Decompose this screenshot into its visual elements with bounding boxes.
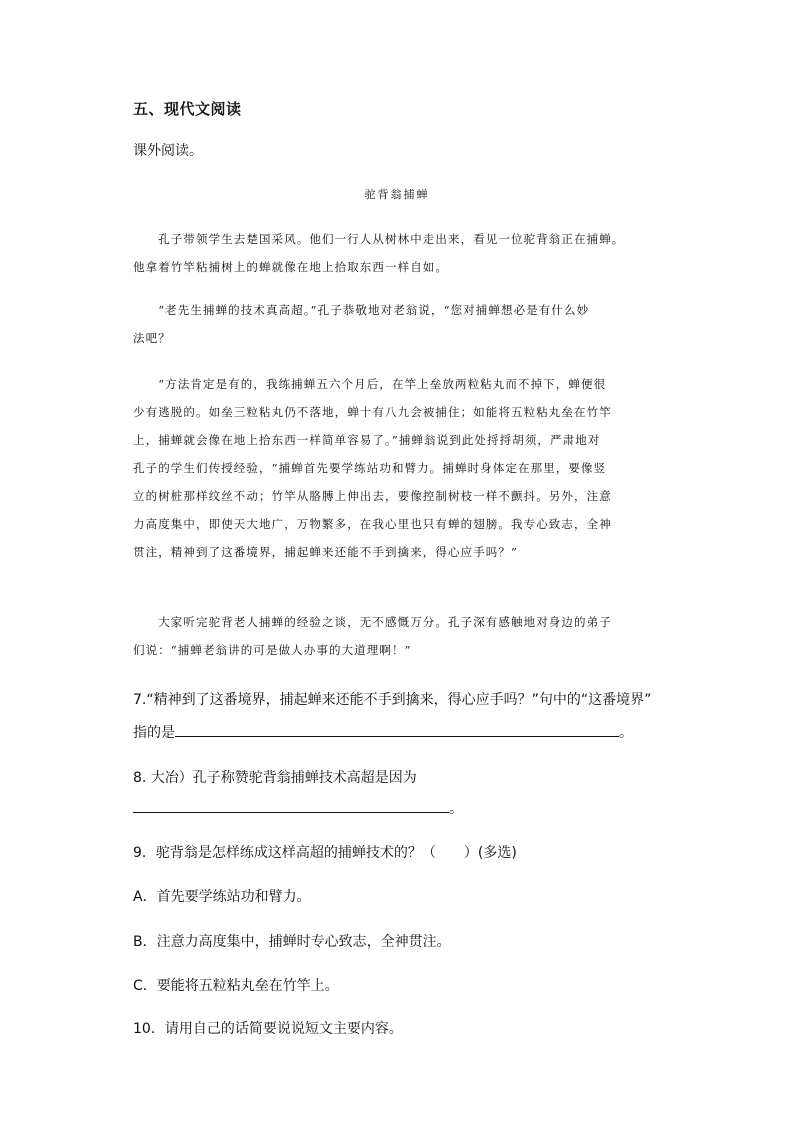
question-9-option-a[interactable]: A．首先要学练站功和臂力。 xyxy=(133,889,311,905)
story-paragraph-1 xyxy=(133,225,661,281)
paragraph-line: 他拿着竹竿粘捕树上的蝉就像在地上拾取东西一样自如。 xyxy=(133,260,448,274)
question-7: 7.“精神到了这番境界，捕起蝉来还能不手到擒来，得心应手吗？”句中的“这番境界” xyxy=(133,692,652,708)
reading-intro: 课外阅读。 xyxy=(133,143,203,159)
question-7-answer-line xyxy=(133,722,633,742)
paragraph-line: 上，捕蝉就会像在地上拾东西一样简单容易了。”捕蝉翁说到此处捋捋胡须，严肃地对 xyxy=(133,433,601,447)
question-10: 10．请用自己的话简要说说短文主要内容。 xyxy=(133,1021,403,1037)
question-9-option-c[interactable]: C．要能将五粒粘丸垒在竹竿上。 xyxy=(133,978,339,994)
paragraph-line: 孔子的学生们传授经验，“捕蝉首先要学练站功和臂力。捕蝉时身体定在那里，要像竖 xyxy=(133,461,607,475)
paragraph-line: 力高度集中，即使天大地广，万物繁多，在我心里也只有蝉的翅膀。我专心致志，全神 xyxy=(133,517,612,531)
paragraph-line: “老先生捕蝉的技术真高超。”孔子恭敬地对老翁说，“您对捕蝉想必是有什么妙 xyxy=(133,303,590,317)
paragraph-line: “方法肯定是有的，我练捕蝉五六个月后，在竿上垒放两粒粘丸而不掉下，蝉便很 xyxy=(133,377,607,391)
question-8-answer-line xyxy=(133,798,463,818)
question-8: 8. 大冶）孔子称赞驼背翁捕蝉技术高超是因为 xyxy=(133,770,417,786)
story-title: 驼背翁捕蝉 xyxy=(364,188,430,201)
section-title: 五、现代文阅读 xyxy=(133,100,242,118)
question-9: 9．驼背翁是怎样练成这样高超的捕蝉技术的？（ ）(多选) xyxy=(133,845,517,861)
question-9-option-b[interactable]: B．注意力高度集中，捕蝉时专心致志，全神贯注。 xyxy=(133,934,451,950)
question-8-suffix: 。 xyxy=(449,801,463,817)
paragraph-line: 贯注，精神到了这番境界，捕起蝉来还能不手到擒来，得心应手吗？” xyxy=(133,545,518,559)
story-paragraph-2 xyxy=(133,296,661,352)
question-7-answer-blank[interactable] xyxy=(175,722,619,737)
paragraph-line: 法吧？ xyxy=(133,331,171,345)
question-8-answer-blank[interactable] xyxy=(133,798,449,813)
paragraph-line: 立的树桩那样纹丝不动；竹竿从胳膊上伸出去，要像控制树枝一样不颤抖。另外，注意 xyxy=(133,489,612,503)
paragraph-line: 们说：“捕蝉老翁讲的可是做人办事的大道理啊！” xyxy=(133,643,412,657)
story-paragraph-4 xyxy=(133,608,661,664)
paragraph-line: 孔子带领学生去楚国采风。他们一行人从树林中走出来，看见一位驼背翁正在捕蝉。 xyxy=(133,232,625,246)
paragraph-line: 少有逃脱的。如垒三粒粘丸仍不落地，蝉十有八九会被捕住；如能将五粒粘丸垒在竹竿 xyxy=(133,405,612,419)
question-7-prefix: 指的是 xyxy=(133,725,175,741)
paragraph-line: 大家听完驼背老人捕蝉的经验之谈，无不感慨万分。孔子深有感触地对身边的弟子 xyxy=(133,615,612,629)
story-paragraph-3 xyxy=(133,370,661,566)
question-7-suffix: 。 xyxy=(619,725,633,741)
